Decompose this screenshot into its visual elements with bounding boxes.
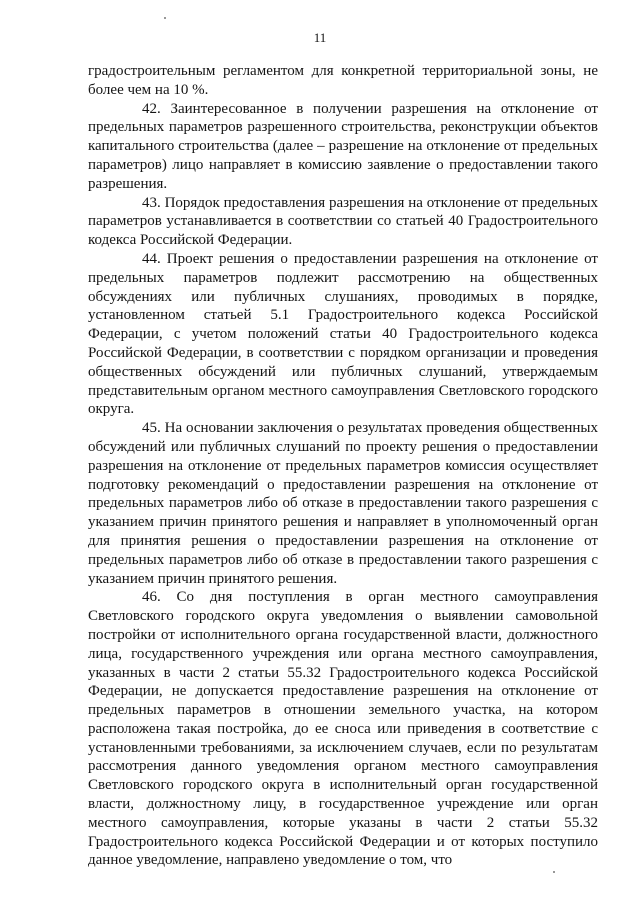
- paragraph-42: 42. Заинтересованное в получении разрешения на отклонение от предельных параметров разрешенного строительства, реконструкции объектов капитального строительства (далее – разрешение на отклонение от предельных параметров) лицо направляет в комиссию заявление о предоставлении такого разрешения.: [88, 100, 598, 192]
- page-number: 11: [313, 30, 327, 45]
- paragraph-continuation: градостроительным регламентом для конкретной территориальной зоны, не более чем на 10 %.: [88, 63, 598, 98]
- paragraph-43: 43. Порядок предоставления разрешения на отклонение от предельных параметров устанавливается в соответствии со статьей 40 Градостроительного кодекса Российской Федерации.: [88, 194, 598, 249]
- document-body: [88, 62, 598, 870]
- paragraph-45: 45. На основании заключения о результатах проведения общественных обсуждений или публичных слушаний по проекту решения о предоставлении разрешения на отклонение от предельных параметров комиссия осуществляет подготовку рекомендаций о предоставлении разрешения на отклонение от предельных параметров либо об отказе в предоставлении такого разрешения с указанием причин принятого решения и направляет в уполномоченный орган для принятия решения о предоставлении разрешения на отклонение от предельных параметров либо об отказе в предоставлении такого разрешения с указанием причин принятого решения.: [88, 420, 598, 587]
- paragraph-44: 44. Проект решения о предоставлении разрешения на отклонение от предельных параметров подлежит рассмотрению на общественных обсуждениях или публичных слушаниях, проводимых в порядке, установленном статьей 5.1 Градостроительного кодекса Российской Федерации, с учетом положений статьи 40 Градостроительного кодекса Российской Федерации, в соответствии с порядком организации и проведения общественных обсуждений или публичных слушаний, утверждаемым представительным органом местного самоуправления Светловского городского округа.: [88, 250, 598, 418]
- paragraph-46: 46. Со дня поступления в орган местного самоуправления Светловского городского округа уведомления о выявлении самовольной постройки от исполнительного органа государственной власти, должностного лица, государственного учреждения или органа местного самоуправления, указанных в части 2 статьи 55.32 Градостроительного кодекса Российской Федерации, не допускается предоставление разрешения на отклонение от предельных параметров в отношении земельного участка, на котором расположена такая постройка, до ее сноса или приведения в соответствие с установленными требованиями, за исключением случаев, если по результатам рассмотрения данного уведомления органом местного самоуправления Светловского городского округа в исполнительный орган государственной власти, должностному лицу, в государственное учреждение или орган местного самоуправления, которые указаны в части 2 статьи 55.32 Градостроительного кодекса Российской Федерации и от которых поступило данное уведомление, направлено уведомление о том, что: [88, 589, 598, 869]
- scan-speck: [553, 871, 555, 873]
- scan-speck: [164, 17, 166, 19]
